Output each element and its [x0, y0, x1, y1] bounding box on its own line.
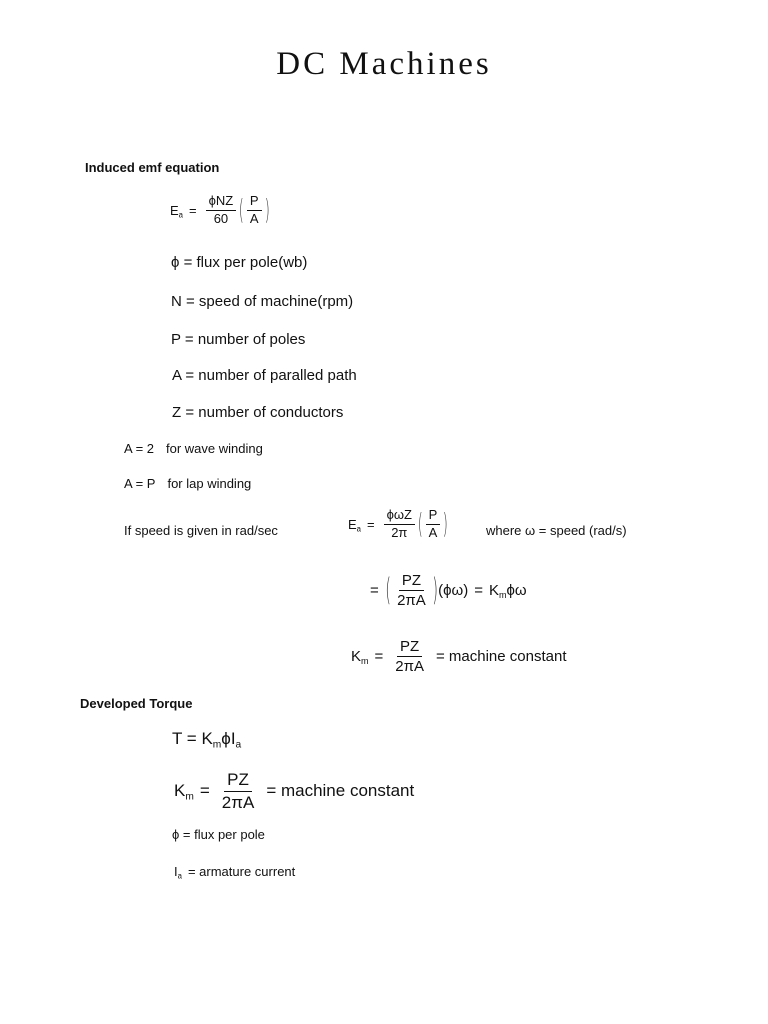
wave-text: for wave winding	[166, 441, 263, 456]
left-paren: (	[239, 194, 244, 226]
pole-path-fraction: $\frac{P}{A}$	[426, 508, 441, 541]
def-parallel-paths: A = number of paralled path	[172, 367, 357, 384]
equals-sign: =	[189, 202, 197, 218]
wave-lhs: A = 2	[124, 441, 154, 456]
lap-lhs: A = P	[124, 476, 156, 491]
def-armature-current: $I_a$ = armature current	[174, 864, 296, 881]
emf-rad-fraction: $\frac{\text{ϕωZ}}{2\pi}$	[384, 508, 415, 541]
wave-winding-row	[124, 441, 263, 456]
emf-lhs: $E_a$	[170, 202, 184, 220]
rad-sec-note: If speed is given in rad/sec	[124, 523, 278, 538]
section-heading-developed-torque: Developed Torque	[80, 696, 193, 711]
km-lhs: $K_m$	[174, 781, 194, 803]
pz-fraction: $\frac{PZ}{2\pi A}$	[397, 572, 426, 610]
km-phi-omega: $K_m\phi\omega$	[488, 582, 527, 601]
lap-text: for lap winding	[167, 476, 252, 491]
machine-constant-label: = machine constant	[435, 648, 567, 666]
def-poles: P = number of poles	[171, 331, 306, 348]
torque-equation: $T = K_m\phi I_a$	[172, 729, 242, 751]
def-flux-per-pole: ϕ = flux per pole	[172, 827, 265, 842]
machine-constant-label: = machine constant	[266, 781, 415, 801]
def-speed: N = speed of machine(rpm)	[171, 293, 354, 310]
emf-rad-lhs: $E_a$	[348, 516, 362, 534]
pz-fraction: $\frac{PZ}{2\pi A}$	[221, 770, 255, 812]
km-form-equation	[370, 572, 527, 610]
right-paren: )	[264, 194, 270, 226]
pz-fraction: $\frac{PZ}{2\pi A}$	[395, 638, 424, 676]
km-definition-2	[174, 770, 414, 812]
page-title: DC Machines	[276, 46, 492, 82]
section-heading-induced-emf: Induced emf equation	[85, 160, 220, 175]
equals-sign: =	[367, 516, 375, 532]
right-paren: )	[443, 508, 449, 540]
equals-sign: =	[370, 582, 379, 600]
equals-sign: =	[374, 648, 384, 666]
emf-rad-equation	[348, 508, 448, 541]
omega-note: where ω = speed (rad/s)	[486, 523, 627, 538]
equals-sign: =	[474, 582, 483, 600]
emf-equation	[170, 194, 269, 227]
km-definition-1	[351, 638, 566, 676]
phi-omega-term: (ϕω)	[438, 582, 469, 600]
equals-sign: =	[199, 781, 210, 801]
right-paren: )	[432, 572, 438, 608]
def-conductors: Z = number of conductors	[172, 404, 344, 421]
km-lhs: $K_m$	[351, 648, 369, 667]
pole-path-fraction: $\frac{P}{A}$	[247, 194, 262, 227]
def-flux: ϕ = flux per pole(wb)	[171, 254, 308, 271]
left-paren: (	[385, 572, 391, 608]
left-paren: (	[417, 508, 423, 540]
lap-winding-row	[124, 476, 251, 491]
emf-fraction: $\frac{\text{ϕNZ}}{60}$	[206, 194, 237, 227]
